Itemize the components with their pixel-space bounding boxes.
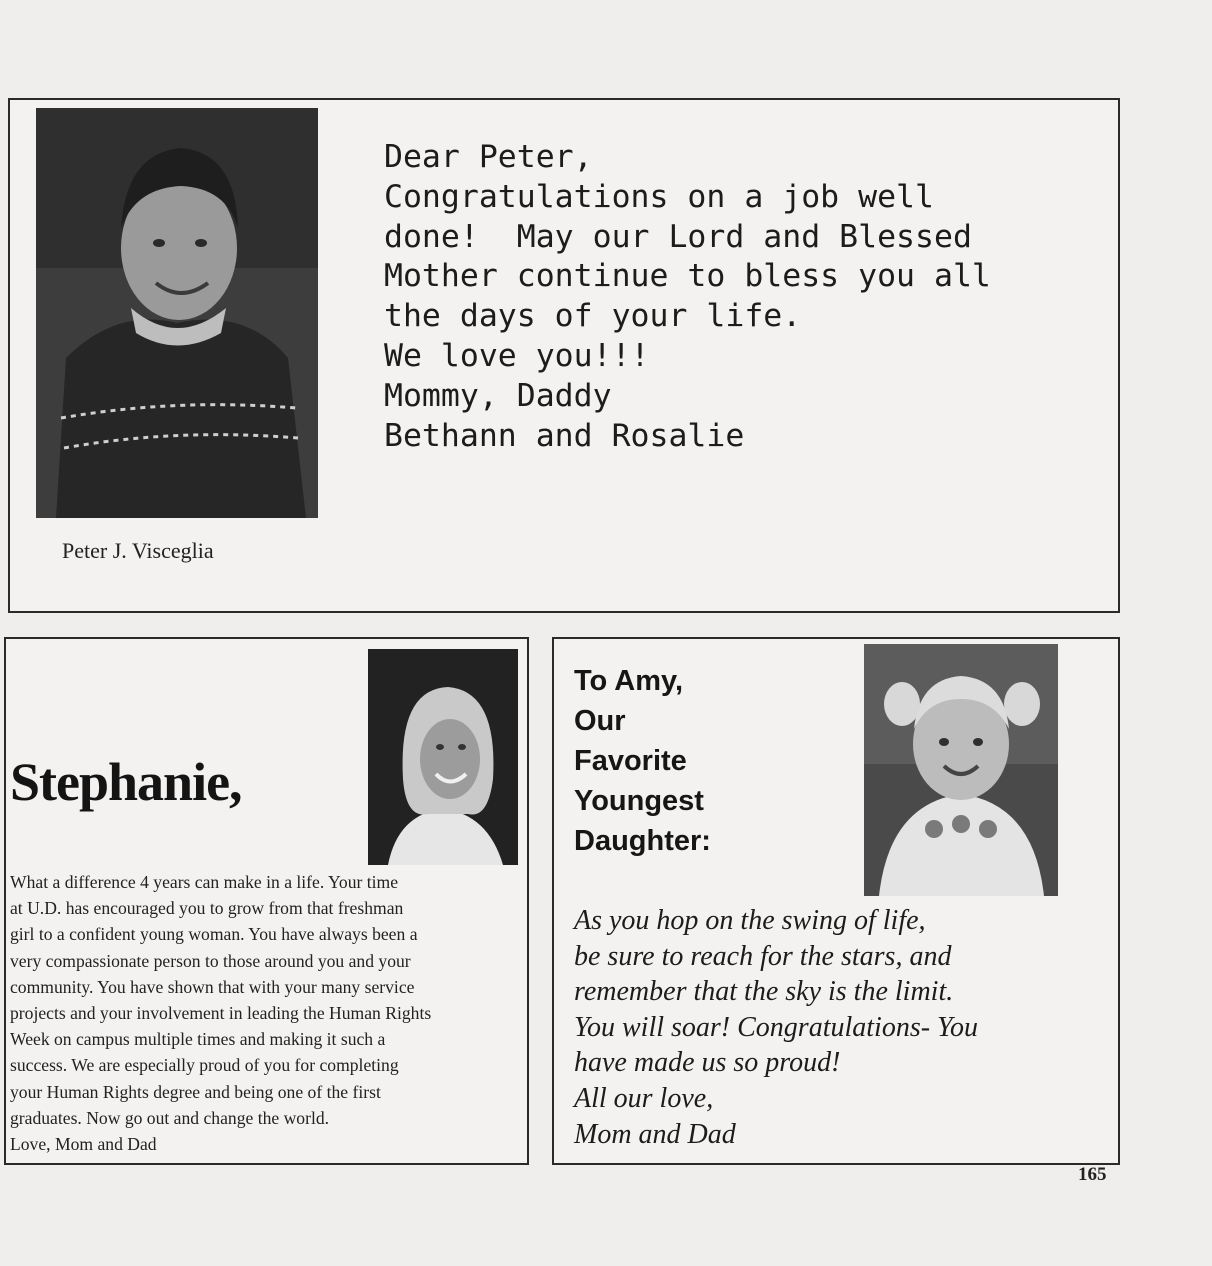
message-line: have made us so proud! (574, 1047, 841, 1079)
message-line: All our love, (574, 1082, 714, 1114)
message-line: girl to a confident young woman. You have always been a (10, 924, 418, 945)
stephanie-photo (368, 649, 518, 865)
letter-line: Mommy, Daddy (384, 377, 612, 414)
peter-photo (36, 108, 318, 518)
letter-line: the days of your life. (384, 298, 802, 335)
letter-line: Congratulations on a job well (384, 178, 934, 215)
message-line: your Human Rights degree and being one of the first (10, 1081, 381, 1102)
peter-ad-box (8, 98, 1120, 613)
letter-line: Bethann and Rosalie (384, 417, 745, 454)
page-number: 165 (1078, 1164, 1107, 1185)
message-line: success. We are especially proud of you for completing (10, 1055, 399, 1076)
stephanie-title: Stephanie, (10, 752, 242, 812)
peter-letter (384, 138, 1104, 456)
message-line: be sure to reach for the stars, and (574, 940, 952, 972)
peter-caption: Peter J. Visceglia (62, 538, 214, 563)
letter-line: We love you!!! (384, 337, 650, 374)
message-line: What a difference 4 years can make in a life. Your time (10, 872, 399, 892)
stephanie-message (10, 869, 520, 1157)
amy-ad-box (552, 637, 1120, 1165)
title-line: To Amy, (574, 665, 684, 697)
message-line: projects and your involvement in leading the Human Rights (10, 1003, 432, 1024)
title-line: Youngest (574, 785, 704, 817)
message-line: You will soar! Congratulations- You (574, 1011, 979, 1043)
title-line: Favorite (574, 745, 687, 777)
message-line: Love, Mom and Dad (10, 1134, 157, 1155)
message-line: graduates. Now go out and change the world. (10, 1107, 330, 1128)
amy-message (574, 903, 1104, 1152)
amy-title (574, 661, 711, 861)
title-line: Daughter: (574, 825, 711, 857)
letter-line: done! May our Lord and Blessed (384, 218, 972, 255)
title-line: Our (574, 705, 626, 737)
message-line: at U.D. has encouraged you to grow from that freshman (10, 898, 404, 919)
message-line: Mom and Dad (574, 1118, 736, 1150)
message-line: As you hop on the swing of life, (574, 905, 926, 936)
message-line: Week on campus multiple times and making it such a (10, 1029, 386, 1050)
message-line: community. You have shown that with your many service (10, 976, 415, 997)
letter-line: Dear Peter, (384, 139, 593, 175)
amy-photo (864, 644, 1058, 896)
stephanie-ad-box (4, 637, 529, 1165)
message-line: remember that the sky is the limit. (574, 976, 954, 1008)
letter-line: Mother continue to bless you all (384, 258, 991, 295)
message-line: very compassionate person to those around you and your (10, 950, 411, 971)
